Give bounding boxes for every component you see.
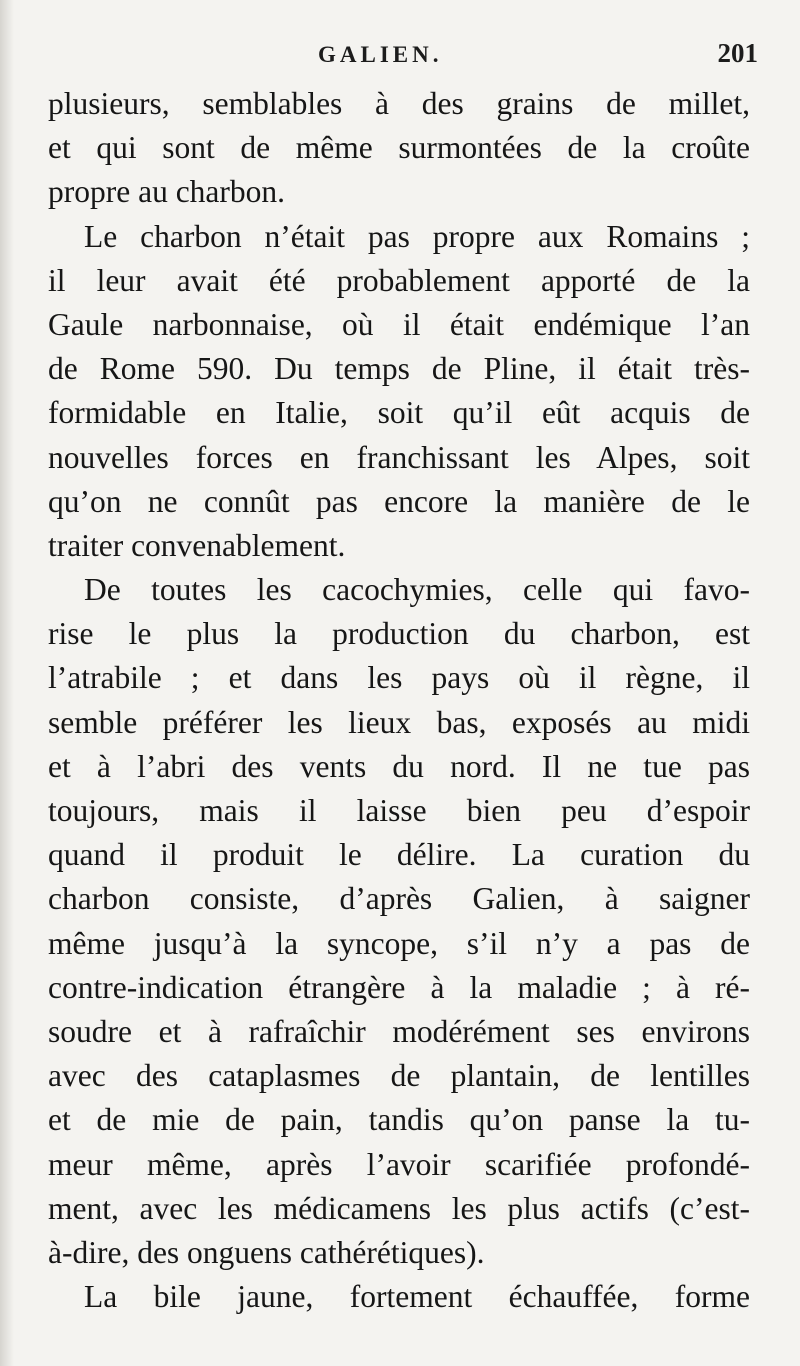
text-line: Le charbon n’était pas propre aux Romains ; [84, 218, 750, 254]
text-line: l’atrabile ; et dans les pays où il règne, il [48, 660, 750, 696]
text-line: et qui sont de même surmontées de la croûte [48, 130, 750, 166]
text-line: formidable en Italie, soit qu’il eût acquis de [48, 395, 750, 431]
page-number: 201 [717, 38, 758, 68]
text-line: et de mie de pain, tandis qu’on panse la tu- [48, 1102, 750, 1138]
text-line: il leur avait été probablement apporté de la [48, 262, 750, 298]
text-line: plusieurs, semblables à des grains de millet, [48, 86, 750, 121]
text-line: toujours, mais il laisse bien peu d’espoir [48, 793, 750, 828]
text-line: semble préférer les lieux bas, exposés au midi [48, 704, 750, 740]
text-line: quand il produit le délire. La curation du [48, 837, 750, 873]
text-line: meur même, après l’avoir scarifiée profondé- [48, 1146, 750, 1182]
text-line: avec des cataplasmes de plantain, de lentilles [48, 1058, 750, 1094]
text-line: contre-indication étrangère à la maladie ; à ré- [48, 969, 750, 1005]
text-line: De toutes les cacochymies, celle qui favo- [84, 572, 750, 608]
page-header [48, 38, 758, 78]
text-line: de Rome 590. Du temps de Pline, il était très- [48, 351, 750, 387]
running-head: GALIEN. [318, 42, 443, 67]
text-line: propre au charbon. [48, 174, 286, 210]
text-line: et à l’abri des vents du nord. Il ne tue pas [48, 748, 750, 784]
text-line: soudre et à rafraîchir modérément ses environs [48, 1013, 750, 1049]
body-text [48, 82, 750, 1319]
text-line: à-dire, des onguens cathérétiques). [48, 1234, 485, 1270]
text-line: traiter convenablement. [48, 527, 346, 563]
text-line: La bile jaune, fortement échauffée, forme [84, 1279, 750, 1315]
page-edge-shadow [0, 0, 14, 1366]
text-line: Gaule narbonnaise, où il était endémique l’an [48, 306, 750, 342]
text-line: qu’on ne connût pas encore la manière de le [48, 483, 750, 519]
text-line: rise le plus la production du charbon, est [48, 616, 750, 652]
text-line: ment, avec les médicamens les plus actifs (c’est- [48, 1190, 750, 1226]
text-line: nouvelles forces en franchissant les Alpes, soit [48, 439, 750, 475]
text-line: charbon consiste, d’après Galien, à saigner [48, 881, 750, 917]
text-line: même jusqu’à la syncope, s’il n’y a pas de [48, 925, 750, 961]
